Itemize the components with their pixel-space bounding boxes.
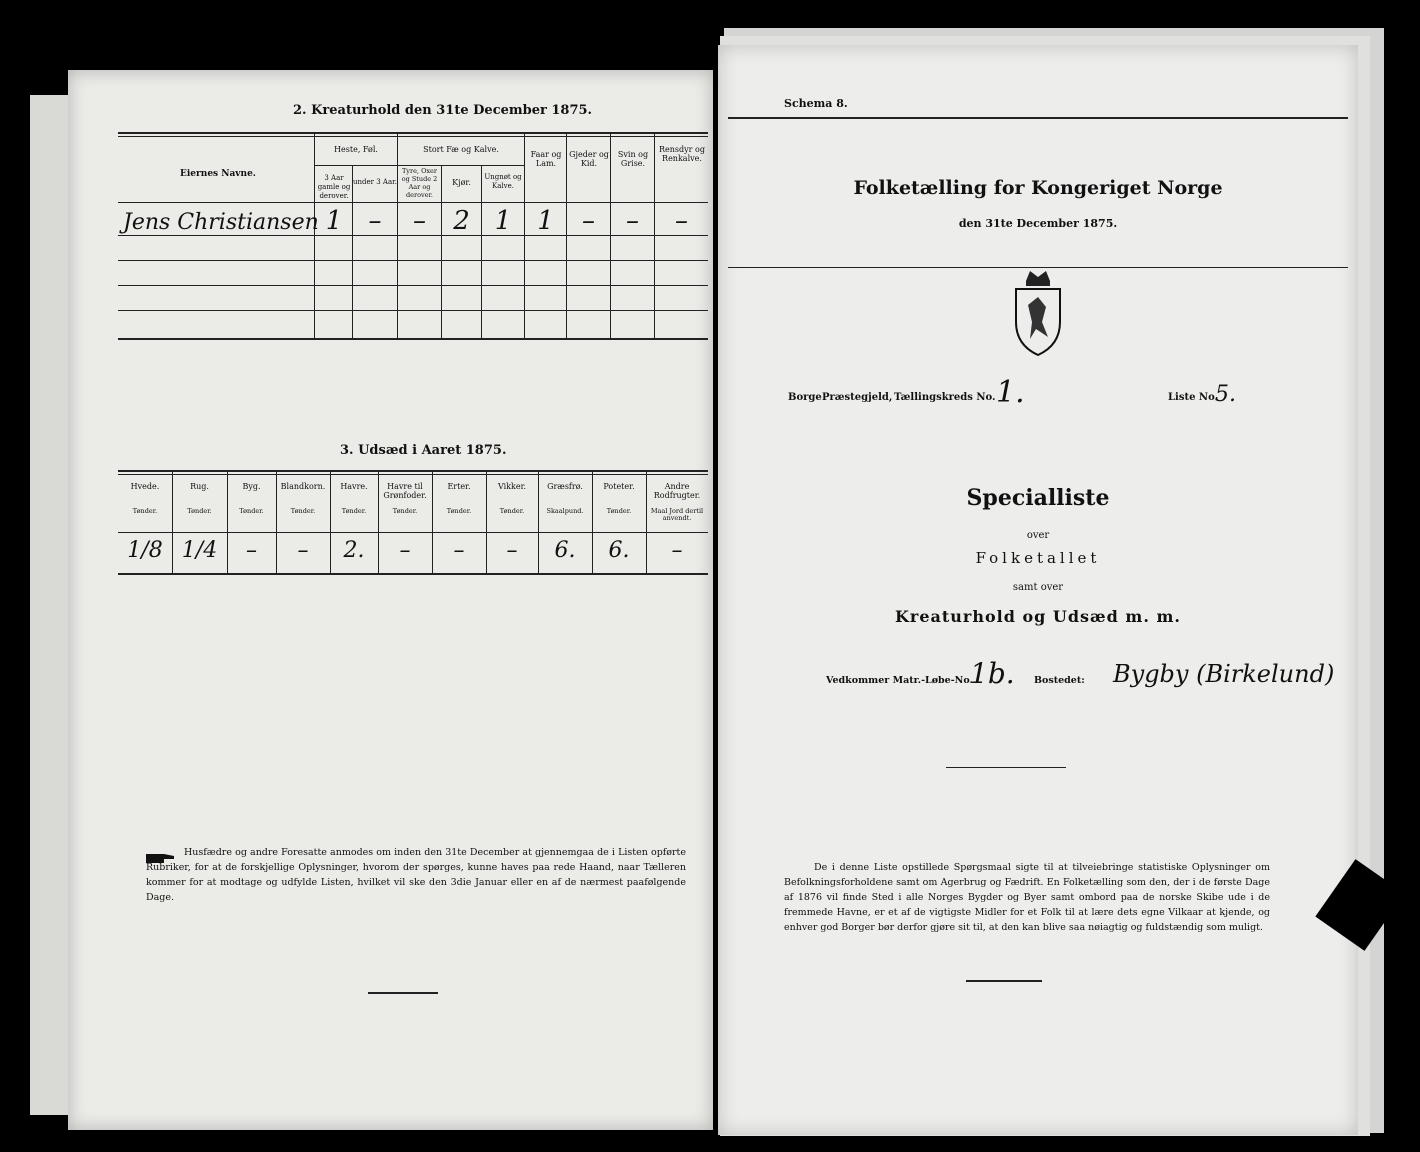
udsaed-header-11: Andre Rodfrugter. (653, 482, 701, 500)
header-gjeder: Gjeder og Kid. (569, 150, 609, 168)
prestegjeld-name: Borge (788, 392, 822, 403)
bostedet-value: Bygby (Birkelund) (1113, 660, 1335, 688)
header-rensdyr: Rensdyr og Renkalve. (659, 145, 705, 163)
udsaed-header-7: Erter. (447, 482, 471, 491)
liste-value: 5. (1215, 382, 1236, 407)
owner-name: Jens Christiansen (123, 210, 319, 235)
udsaed-header-2: Rug. (190, 482, 209, 491)
heste-a-value: 1 (325, 206, 343, 236)
udsaed-unit-3: Tønder. (239, 507, 264, 515)
udsaed-header-3: Byg. (242, 482, 261, 491)
specialliste-heading: Specialliste (966, 485, 1110, 511)
udsaed-value-11: – (671, 538, 683, 563)
udsaed-value-6: – (399, 538, 411, 563)
header-faar: Faar og Lam. (530, 150, 562, 168)
prestegjeld-label: Præstegjeld, (822, 392, 893, 403)
udsaed-unit-11: Maal Jord dertil anvendt. (650, 507, 704, 522)
svin-value: – (626, 206, 639, 236)
section2-title: 2. Kreaturhold den 31te December 1875. (293, 103, 593, 118)
right-page (718, 45, 1358, 1135)
udsaed-value-1: 1/8 (127, 538, 163, 563)
gjeder-value: – (582, 206, 595, 236)
udsaed-unit-1: Tønder. (132, 507, 158, 515)
samt-over-text: samt over (1012, 582, 1064, 593)
info-paragraph: De i denne Liste opstillede Spørgsmaal sigte til at tilveiebringe statistiske Oplysninger om Befolkningsforholdene samt om Agerbrug og Fædrift. En Folketælling som den, der i de første Dage af 1876 vil finde Sted i alle Norges Bygder og Byer samt ombord paa de norske Skibe ude i de fremmede Havne, er et af de vigtigste Midler for et Folk til at lære dets egne Vilkaar at kjende, og enhver god Borger bør derfor gjøre sit til, at den kan blive saa nøiagtig og fuldstændig som muligt. (784, 862, 1270, 933)
folketallet-heading: Folketallet (975, 549, 1101, 567)
udsaed-header-10: Poteter. (603, 482, 635, 491)
udsaed-unit-10: Tønder. (606, 507, 632, 515)
udsaed-unit-9: Skaalpund. (546, 507, 584, 515)
header-svin: Svin og Grise. (617, 150, 649, 168)
udsaed-value-3: – (246, 538, 257, 563)
header-owner: Eiernes Navne. (180, 169, 256, 179)
stort-b-value: 2 (453, 206, 470, 236)
udsaed-value-2: 1/4 (181, 538, 218, 563)
udsaed-unit-5: Tønder. (341, 507, 367, 515)
udsaed-unit-7: Tønder. (446, 507, 472, 515)
udsaed-unit-4: Tønder. (290, 507, 316, 515)
header-stort-a: Tyre, Oxer og Stude 2 Aar og derover. (401, 167, 438, 199)
left-page (68, 70, 713, 1130)
udsaed-value-4: – (297, 538, 309, 563)
over-text: over (1026, 530, 1050, 541)
header-heste-a: 3 Aar gamle og derover. (317, 174, 351, 200)
header-stort-b: Kjør. (452, 178, 471, 187)
document-title: Folketælling for Kongeriget Norge (853, 177, 1223, 199)
stort-c-value: 1 (494, 206, 512, 236)
udsaed-unit-2: Tønder. (187, 507, 212, 515)
krets-label: Tællingskreds No. (894, 392, 996, 403)
rensdyr-value: – (675, 206, 688, 236)
udsaed-header-8: Vikker. (497, 482, 527, 491)
udsaed-unit-8: Tønder. (499, 507, 525, 515)
matr-label: Vedkommer Matr.-Løbe-No. (826, 675, 973, 686)
udsaed-unit-6: Tønder. (392, 507, 418, 515)
udsaed-value-10: 6. (608, 538, 630, 563)
faar-value: 1 (537, 206, 554, 236)
stort-a-value: – (413, 206, 426, 236)
heste-b-value: – (368, 206, 382, 236)
liste-label: Liste No. (1168, 392, 1219, 403)
krets-value: 1. (996, 375, 1025, 410)
bostedet-label: Bostedet: (1034, 675, 1085, 686)
header-stort: Stort Fæ og Kalve. (423, 145, 499, 154)
udsaed-header-5: Havre. (340, 482, 368, 491)
header-heste-b: under 3 Aar. (353, 178, 397, 186)
udsaed-header-4: Blandkorn. (280, 482, 326, 491)
header-stort-c: Ungnøt og Kalve. (484, 173, 522, 190)
kreaturhold-heading: Kreaturhold og Udsæd m. m. (895, 607, 1181, 626)
udsaed-value-8: – (506, 538, 518, 563)
left-page-edge (30, 95, 70, 1115)
matr-value: 1b. (970, 657, 1015, 690)
notice-text: Husfædre og andre Foresatte anmodes om inden den 31te December at gjennemgaa de i Listen opførte Rubriker, for at de forskjellige Oplysninger, hvorom der spørges, kunne haves paa rede Haand, naar Tælleren kommer for at modtage og udfylde Listen, hvilket vil ske den 3die Januar eller en af de nærmest paafølgende Dage. (146, 847, 686, 903)
document-date: den 31te December 1875. (958, 217, 1118, 230)
coat-of-arms-icon (1008, 267, 1068, 357)
udsaed-value-7: – (453, 538, 465, 563)
udsaed-value-9: 6. (554, 538, 576, 563)
udsaed-header-9: Græsfrø. (547, 482, 583, 491)
udsaed-header-1: Hvede. (130, 482, 160, 491)
section3-title: 3. Udsæd i Aaret 1875. (340, 443, 507, 458)
udsaed-value-5: 2. (343, 538, 365, 563)
udsaed-header-6: Havre til Grønfoder. (383, 482, 427, 500)
header-heste: Heste, Føl. (334, 145, 378, 154)
schema-label: Schema 8. (784, 97, 848, 110)
